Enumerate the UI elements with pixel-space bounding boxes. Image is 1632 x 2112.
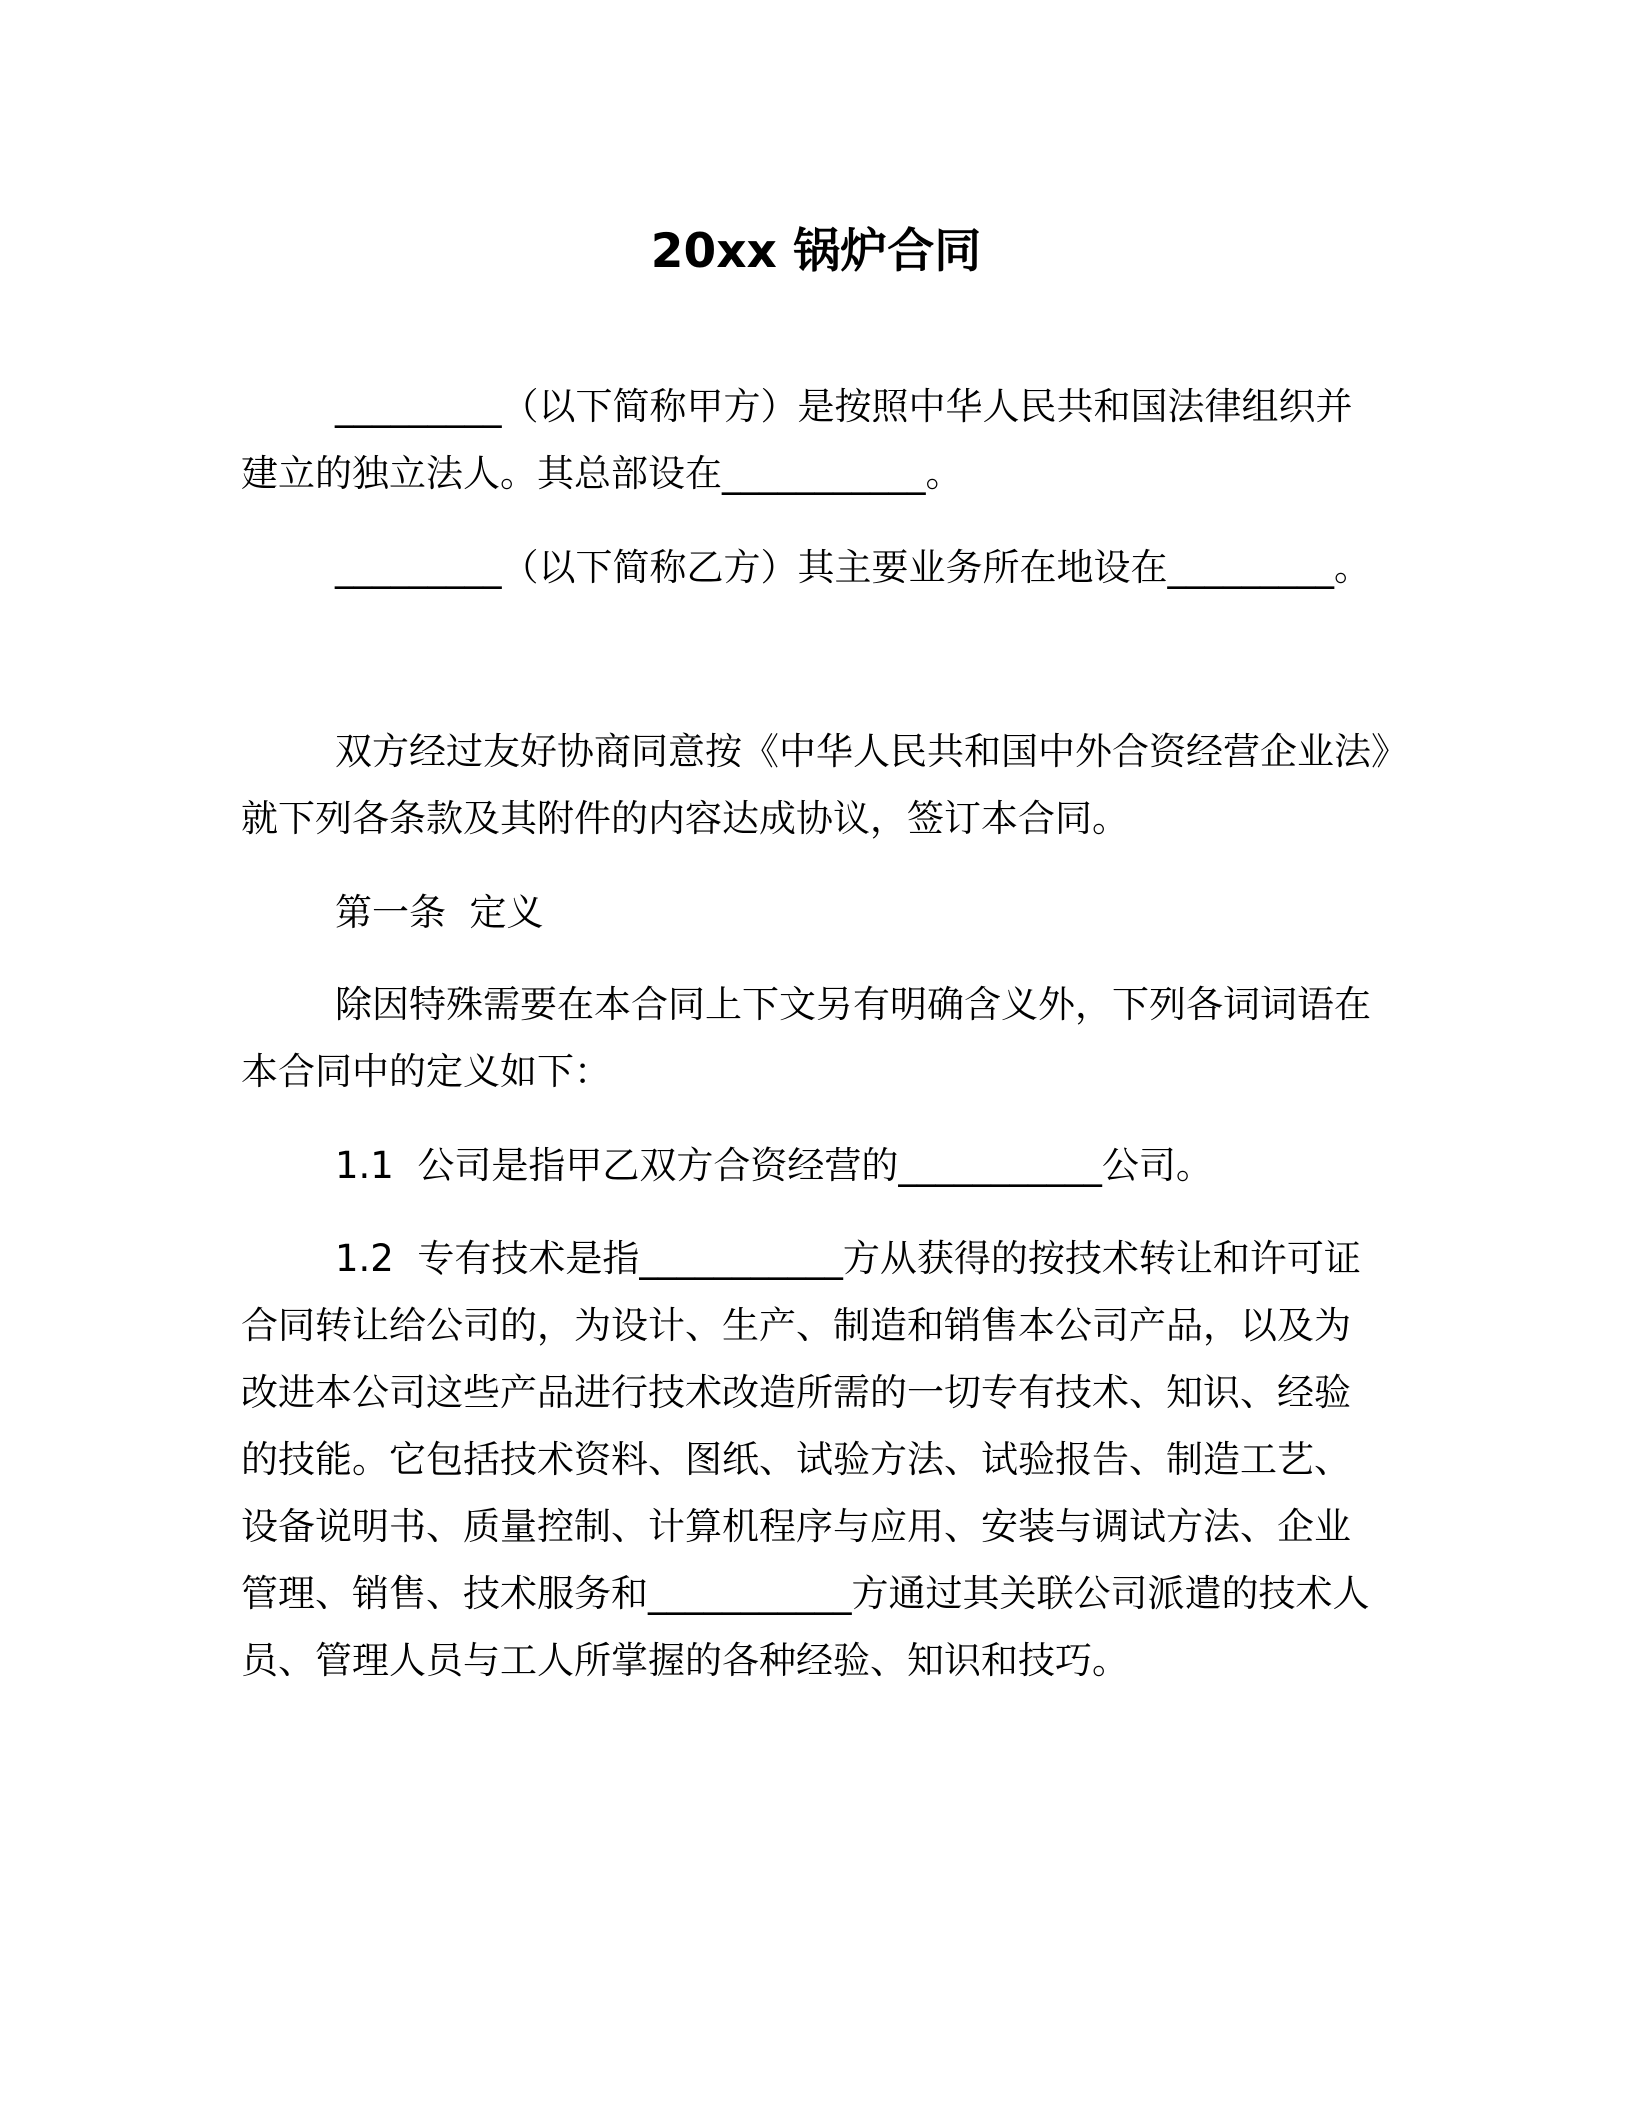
paragraph-line: 管理、销售、技术服务和___________方通过其关联公司派遣的技术人 (241, 1572, 1370, 1615)
paragraph-line: 改进本公司这些产品进行技术改造所需的一切专有技术、知识、经验 (241, 1371, 1351, 1414)
article-heading (241, 879, 1383, 946)
paragraph-line: 合同转让给公司的，为设计、生产、制造和销售本公司产品，以及为 (241, 1304, 1351, 1347)
paragraph-line: 员、管理人员与工人所掌握的各种经验、知识和技巧。 (241, 1639, 1129, 1682)
paragraph-line: 1.2 专有技术是指___________方从获得的按技术转让和许可证 (335, 1237, 1361, 1280)
paragraph-line: 除因特殊需要在本合同上下文另有明确含义外，下列各词词语在 (335, 983, 1371, 1026)
paragraph-line: 建立的独立法人。其总部设在___________。 (241, 452, 963, 495)
paragraph-line: _________（以下简称甲方）是按照中华人民共和国法律组织并 (335, 385, 1353, 428)
paragraph-party-a (241, 373, 1383, 507)
paragraph-agreement (241, 718, 1408, 852)
clause-1-1 (241, 1132, 1383, 1199)
paragraph-line: 的技能。它包括技术资料、图纸、试验方法、试验报告、制造工艺、 (241, 1438, 1351, 1481)
paragraph-line: 第一条 定义 (335, 891, 544, 934)
paragraph-party-b (241, 534, 1383, 601)
clause-1-2 (241, 1225, 1383, 1694)
paragraph-definitions-intro (241, 971, 1383, 1105)
paragraph-line: _________（以下简称乙方）其主要业务所在地设在_________。 (335, 546, 1371, 589)
paragraph-line: 双方经过友好协商同意按《中华人民共和国中外合资经营企业法》 (335, 730, 1408, 773)
document-title: 20xx 锅炉合同 (650, 224, 982, 279)
paragraph-line: 1.1 公司是指甲乙双方合资经营的___________公司。 (335, 1144, 1213, 1187)
paragraph-line: 本合同中的定义如下： (241, 1050, 611, 1093)
paragraph-line: 就下列各条款及其附件的内容达成协议，签订本合同。 (241, 797, 1129, 840)
paragraph-line: 设备说明书、质量控制、计算机程序与应用、安装与调试方法、企业 (241, 1505, 1351, 1548)
